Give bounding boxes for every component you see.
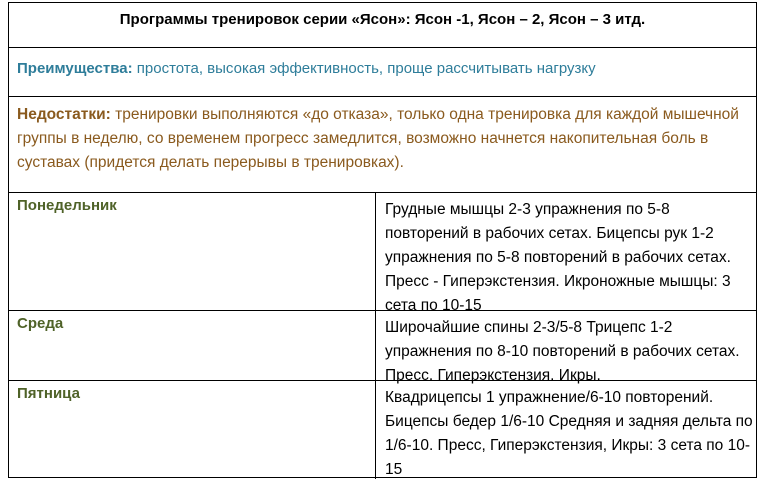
table-row — [9, 381, 756, 479]
workout-description-wednesday: Широчайшие спины 2-3/5-8 Трицепс 1-2 упражнения по 8-10 повторений в рабочих сетах. Пресс. Гиперэкстензия. Икры. — [385, 319, 740, 384]
day-name-wednesday: Среда — [17, 315, 64, 332]
advantages-label: Преимущества: — [17, 60, 133, 77]
day-cell — [9, 381, 376, 479]
workout-description-monday: Грудные мышцы 2-3 упражнения по 5-8 повторений в рабочих сетах. Бицепсы рук 1-2 упражнения по 5-8 повторений в рабочих сетах. Пресс - Гиперэкстензия. Икроножные мышцы: 3 сета по 10-15 — [385, 201, 731, 314]
day-cell — [9, 311, 376, 380]
advantages-text — [17, 60, 596, 77]
training-table — [8, 2, 757, 478]
workout-description-friday: Квадрицепсы 1 упражнение/6-10 повторений. Бицепсы бедер 1/6-10 Средняя и задняя дельта по 1/6-10. Пресс, Гиперэкстензия, Икры: 3 сета по 10-15 — [385, 389, 753, 478]
table-title: Программы тренировок серии «Ясон»: Ясон -1, Ясон – 2, Ясон – 3 итд. — [119, 11, 646, 28]
table-row — [9, 193, 756, 314]
day-cell — [9, 193, 376, 310]
disadvantages-body: тренировки выполняются «до отказа», только одна тренировка для каждой мышечной группы в неделю, со временем прогресс замедлится, возможно начнется накопительная боль в суставах (придется делать перерывы в тренировках). — [17, 106, 739, 171]
table-row — [9, 311, 756, 384]
day-name-monday: Понедельник — [17, 197, 117, 214]
disadvantages-text — [17, 103, 747, 175]
title-row — [9, 3, 756, 48]
advantages-body: простота, высокая эффективность, проще рассчитывать нагрузку — [132, 60, 596, 77]
day-name-friday: Пятница — [17, 385, 80, 402]
disadvantages-row — [9, 97, 756, 193]
advantages-row — [9, 48, 756, 97]
disadvantages-label: Недостатки: — [17, 106, 111, 123]
